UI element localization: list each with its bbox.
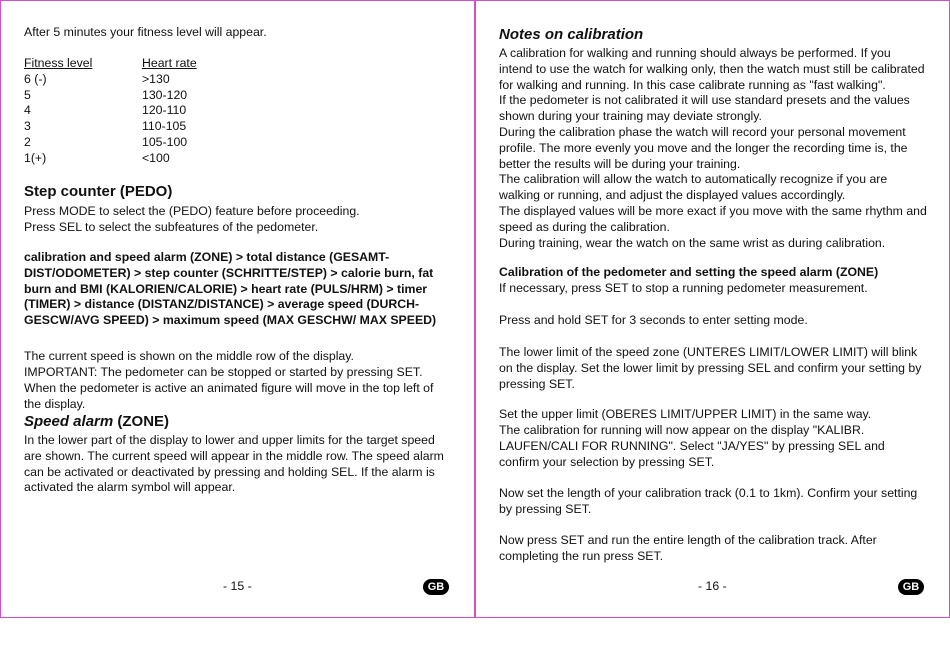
- paragraph: During the calibration phase the watch will record your personal movement profile. The more evenly you move and the longer the recording time is, the better the results will be during your training.: [499, 124, 908, 171]
- calibration-subheading: Calibration of the pedometer and setting the speed alarm (ZONE): [499, 265, 879, 279]
- table-header-row: [24, 56, 197, 72]
- heart-rate-cell: <100: [142, 150, 170, 165]
- step-2: Press and hold SET for 3 seconds to enter setting mode.: [499, 313, 808, 327]
- fitness-table: [24, 56, 197, 167]
- step-5: The calibration for running will now appear on the display "KALIBR. LAUFEN/CALI FOR RUNNING". Select "JA/YES" by pressing SEL and confirm your selection by pressing SET.: [499, 423, 885, 469]
- current-speed-note: The current speed is shown on the middle row of the display.: [24, 349, 354, 363]
- page-number: - 15 -: [223, 579, 252, 593]
- zone-heading-italic: Speed alarm: [24, 413, 114, 430]
- gb-language-badge: GB: [423, 579, 449, 595]
- paragraph: A calibration for walking and running should always be performed. If you intend to use the watch for walking only, then the watch must still be calibrated for walking and running. In this case calibrate running as "fast walking".: [499, 46, 925, 92]
- fitness-level-cell: 3: [24, 119, 31, 134]
- fitness-intro: After 5 minutes your fitness level will appear.: [24, 25, 267, 39]
- fitness-level-cell: 6 (-): [24, 71, 47, 86]
- gb-language-badge: GB: [898, 579, 924, 595]
- paragraph: During training, wear the watch on the same wrist as during calibration.: [499, 235, 886, 250]
- fitness-level-cell: 4: [24, 103, 31, 118]
- heart-rate-cell: 105-100: [142, 134, 188, 149]
- paragraph: If the pedometer is not calibrated it will use standard presets and the values shown during your training may deviate strongly.: [499, 93, 910, 124]
- important-text: The pedometer can be stopped or started by pressing SET. When the pedometer is active an animated figure will move in the top left of the display.: [24, 365, 434, 411]
- table-row: [24, 119, 197, 135]
- page-15: [0, 0, 475, 618]
- table-row: [24, 88, 197, 104]
- pedo-line-1: Press MODE to select the (PEDO) feature before proceeding.: [24, 204, 360, 218]
- heart-rate-cell: 130-120: [142, 87, 188, 102]
- heart-rate-header: Heart rate: [142, 56, 197, 70]
- zone-heading-rest: (ZONE): [117, 413, 170, 430]
- step-1: If necessary, press SET to stop a running pedometer measurement.: [499, 281, 868, 295]
- heart-rate-cell: 120-110: [142, 103, 187, 118]
- heart-rate-cell: >130: [142, 71, 170, 86]
- zone-heading: [24, 413, 169, 431]
- fitness-level-header: Fitness level: [24, 56, 93, 70]
- table-row: [24, 103, 197, 119]
- paragraph: The displayed values will be more exact if you move with the same rhythm and speed as during the calibration.: [499, 203, 927, 234]
- table-row: [24, 135, 197, 151]
- table-row: [24, 72, 197, 88]
- step-7: Now press SET and run the entire length of the calibration track. After completing the run press SET.: [499, 533, 877, 563]
- calibration-notes: [499, 46, 927, 251]
- page-number: - 16 -: [698, 579, 727, 593]
- fitness-level-cell: 2: [24, 134, 31, 149]
- step-4: Set the upper limit (OBERES LIMIT/UPPER LIMIT) in the same way.: [499, 407, 872, 421]
- pedo-feature-sequence: calibration and speed alarm (ZONE) > total distance (GESAMT-DIST/ODOMETER) > step counter (SCHRITTE/STEP) > calorie burn, fat burn and BMI (KALORIEN/CALORIE) > heart rate (PULS/HRM) > timer (TIMER) > distance (DISTANZ/DISTANCE) > average speed (DURCH-GESCW/AVG SPEED) > maximum speed (MAX GESCHW/ MAX SPEED): [24, 250, 437, 328]
- table-row: [24, 151, 197, 167]
- fitness-level-cell: 1(+): [24, 150, 47, 165]
- paragraph: The calibration will allow the watch to automatically recognize if you are walking or running, and adjust the displayed values accordingly.: [499, 172, 888, 203]
- fitness-level-cell: 5: [24, 87, 31, 102]
- pedo-heading: Step counter (PEDO): [24, 183, 173, 200]
- step-6: Now set the length of your calibration track (0.1 to 1km). Confirm your setting by pressing SET.: [499, 486, 918, 516]
- heart-rate-cell: 110-105: [142, 119, 187, 134]
- important-label: IMPORTANT:: [24, 365, 98, 379]
- step-3: The lower limit of the speed zone (UNTERES LIMIT/LOWER LIMIT) will blink on the display. Set the lower limit by pressing SEL and confirm your setting by pressing SET.: [499, 345, 922, 391]
- page-16: [475, 0, 950, 618]
- zone-text: In the lower part of the display to lower and upper limits for the target speed are shown. The current speed will appear in the middle row. The speed alarm can be activated or deactivated by pressing and holding SEL. If the alarm is activated the alarm symbol will appear.: [24, 433, 444, 495]
- calibration-heading: Notes on calibration: [499, 26, 644, 43]
- pedo-line-2: Press SEL to select the subfeatures of the pedometer.: [24, 220, 319, 234]
- important-note: [24, 365, 452, 412]
